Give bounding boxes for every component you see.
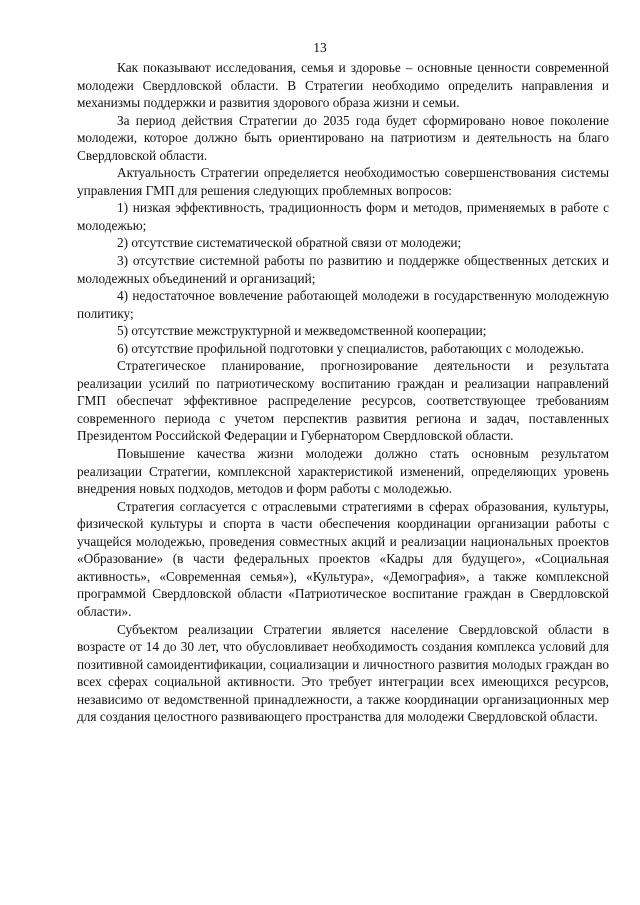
paragraph-strategic-planning: Стратегическое планирование, прогнозирование деятельности и результата реализации усилий по патриотическому воспитанию граждан и реализации направлений ГМП обеспечат эффективное распределение ресурсов, соответствующее требованиям современного периода с учетом перспектив развития региона и задач, поставленных Президентом Российской Федерации и Губернатором Свердловской области.: [77, 358, 609, 444]
body-text: [77, 59, 609, 726]
list-item-4: 4) недостаточное вовлечение работающей молодежи в государственную молодежную политику;: [77, 288, 609, 321]
paragraph-relevance: Актуальность Стратегии определяется необходимостью совершенствования системы управления ГМП для решения следующих проблемных вопросов:: [77, 165, 609, 198]
paragraph-values: Как показывают исследования, семья и здоровье – основные ценности современной молодежи Свердловской области. В Стратегии необходимо определить направления и механизмы поддержки и развития здорового образа жизни и семьи.: [77, 60, 609, 111]
page-number: 13: [313, 40, 327, 55]
list-item-6: 6) отсутствие профильной подготовки у специалистов, работающих с молодежью.: [117, 340, 584, 356]
list-item-1: 1) низкая эффективность, традиционность форм и методов, применяемых в работе с молодежью;: [77, 200, 609, 233]
paragraph-sector-strategies: Стратегия согласуется с отраслевыми стратегиями в сферах образования, культуры, физической культуры и спорта в части обеспечения координации организации работы с учащейся молодежью, проведения совместных акций и реализации национальных проектов «Образование» (в части федеральных проектов «Кадры для будущего», «Социальная активность», «Современная семья»), «Культура», «Демография», а также комплексной программой Свердловской области «Патриотическое воспитание граждан в Свердловской области».: [77, 498, 609, 619]
paragraph-new-generation: За период действия Стратегии до 2035 года будет сформировано новое поколение молодежи, которое должно быть ориентировано на патриотизм и деятельность на благо Свердловской области.: [77, 112, 609, 163]
paragraph-quality-of-life: Повышение качества жизни молодежи должно стать основным результатом реализации Стратегии, комплексной характеристикой изменений, определяющих уровень внедрения новых подходов, методов и форм работы с молодежью.: [77, 446, 609, 497]
list-item-3: 3) отсутствие системной работы по развитию и поддержке общественных детских и молодежных объединений и организаций;: [77, 253, 609, 286]
list-item-2: 2) отсутствие систематической обратной связи от молодежи;: [117, 235, 462, 251]
paragraph-subject: Субъектом реализации Стратегии является население Свердловской области в возрасте от 14 до 30 лет, что обусловливает необходимость создания комплекса условий для позитивной самоидентификации, социализации и личностного развития молодых граждан во всех сферах социальной активности. Это требует интеграции всех имеющихся ресурсов, независимо от ведомственной принадлежности, а также координации организационных мер для создания целостного развивающего пространства для молодежи Свердловской области.: [77, 621, 609, 725]
list-item-5: 5) отсутствие межструктурной и межведомственной кооперации;: [117, 323, 487, 339]
